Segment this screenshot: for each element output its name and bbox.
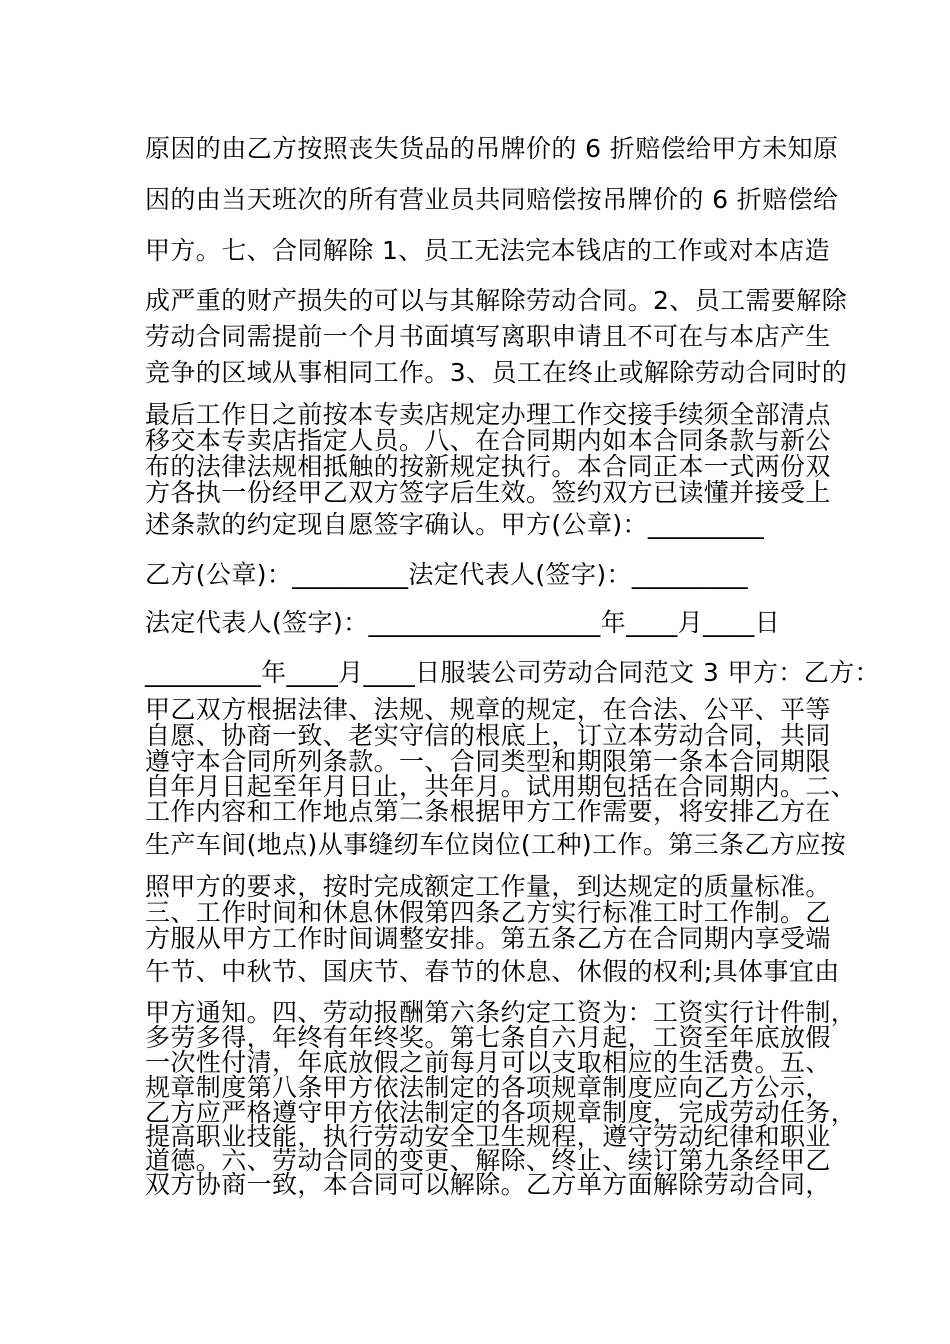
text-line: 多劳多得，年终有年终奖。第七条自六月起，工资至年底放假 bbox=[145, 1023, 831, 1052]
text-line: 甲方。七、合同解除 1、员工无法完本钱店的工作或对本店造 bbox=[145, 236, 831, 265]
text-line: 布的法律法规相抵触的按新规定执行。本合同正本一式两份双 bbox=[145, 452, 831, 481]
text-line: 自愿、协商一致、老实守信的根底上，订立本劳动合同，共同 bbox=[145, 721, 831, 750]
text-line: 方各执一份经甲乙双方签字后生效。签约双方已读懂并接受上 bbox=[145, 478, 831, 507]
text-line: 成严重的财产损失的可以与其解除劳动合同。2、员工需要解除 bbox=[145, 286, 848, 315]
text-line: 最后工作日之前按本专卖店规定办理工作交接手续须全部清点 bbox=[145, 400, 831, 429]
text-line: 述条款的约定现自愿签字确认。甲方(公章)：_________ bbox=[145, 510, 765, 539]
text-line: 遵守本合同所列条款。一、合同类型和期限第一条本合同期限 bbox=[145, 747, 831, 776]
text-line: 移交本专卖店指定人员。八、在合同期内如本合同条款与新公 bbox=[145, 426, 831, 455]
text-line: 甲方通知。四、劳动报酬第六条约定工资为：工资实行计件制， bbox=[145, 998, 857, 1027]
text-line: 照甲方的要求，按时完成额定工作量，到达规定的质量标准。 bbox=[145, 872, 831, 901]
text-line: 劳动合同需提前一个月书面填写离职申请且不可在与本店产生 bbox=[145, 322, 831, 351]
text-line: 工作内容和工作地点第二条根据甲方工作需要，将安排乙方在 bbox=[145, 797, 831, 826]
text-line: 道德。六、劳动合同的变更、解除、终止、续订第九条经甲乙 bbox=[145, 1146, 831, 1175]
text-line: 提高职业技能，执行劳动安全卫生规程，遵守劳动纪律和职业 bbox=[145, 1122, 831, 1151]
text-line: 竞争的区域从事相同工作。3、员工在终止或解除劳动合同时的 bbox=[145, 358, 848, 387]
text-line: 午节、中秋节、国庆节、春节的休息、休假的权利;具体事宜由 bbox=[145, 957, 840, 986]
text-line: 乙方(公章)：_________法定代表人(签字)：_________ bbox=[145, 560, 749, 589]
text-line: 甲乙双方根据法律、法规、规章的规定，在合法、公平、平等 bbox=[145, 695, 831, 724]
text-line: 自年月日起至年月日止，共年月。试用期包括在合同期内。二、 bbox=[145, 772, 857, 801]
text-line: 规章制度第八条甲方依法制定的各项规章制度应向乙方公示， bbox=[145, 1073, 831, 1102]
text-line: 因的由当天班次的所有营业员共同赔偿按吊牌价的 6 折赔偿给 bbox=[145, 185, 839, 214]
text-line: 双方协商一致，本合同可以解除。乙方单方面解除劳动合同， bbox=[145, 1170, 831, 1199]
text-line: 生产车间(地点)从事缝纫车位岗位(工种)工作。第三条乙方应按 bbox=[145, 830, 847, 859]
text-line: 法定代表人(签字)：__________________年____月____日 bbox=[145, 608, 781, 637]
text-line: 一次性付清，年底放假之前每月可以支取相应的生活费。五、 bbox=[145, 1048, 831, 1077]
text-line: 三、工作时间和休息休假第四条乙方实行标准工时工作制。乙 bbox=[145, 898, 831, 927]
text-line: 乙方应严格遵守甲方依法制定的各项规章制度，完成劳动任务， bbox=[145, 1098, 857, 1127]
text-line: 方服从甲方工作时间调整安排。第五条乙方在合同期内享受端 bbox=[145, 924, 831, 953]
text-line: _________年____月____日服装公司劳动合同范文 3 甲方：乙方： bbox=[145, 658, 880, 687]
text-line: 原因的由乙方按照丧失货品的吊牌价的 6 折赔偿给甲方未知原 bbox=[145, 134, 839, 163]
